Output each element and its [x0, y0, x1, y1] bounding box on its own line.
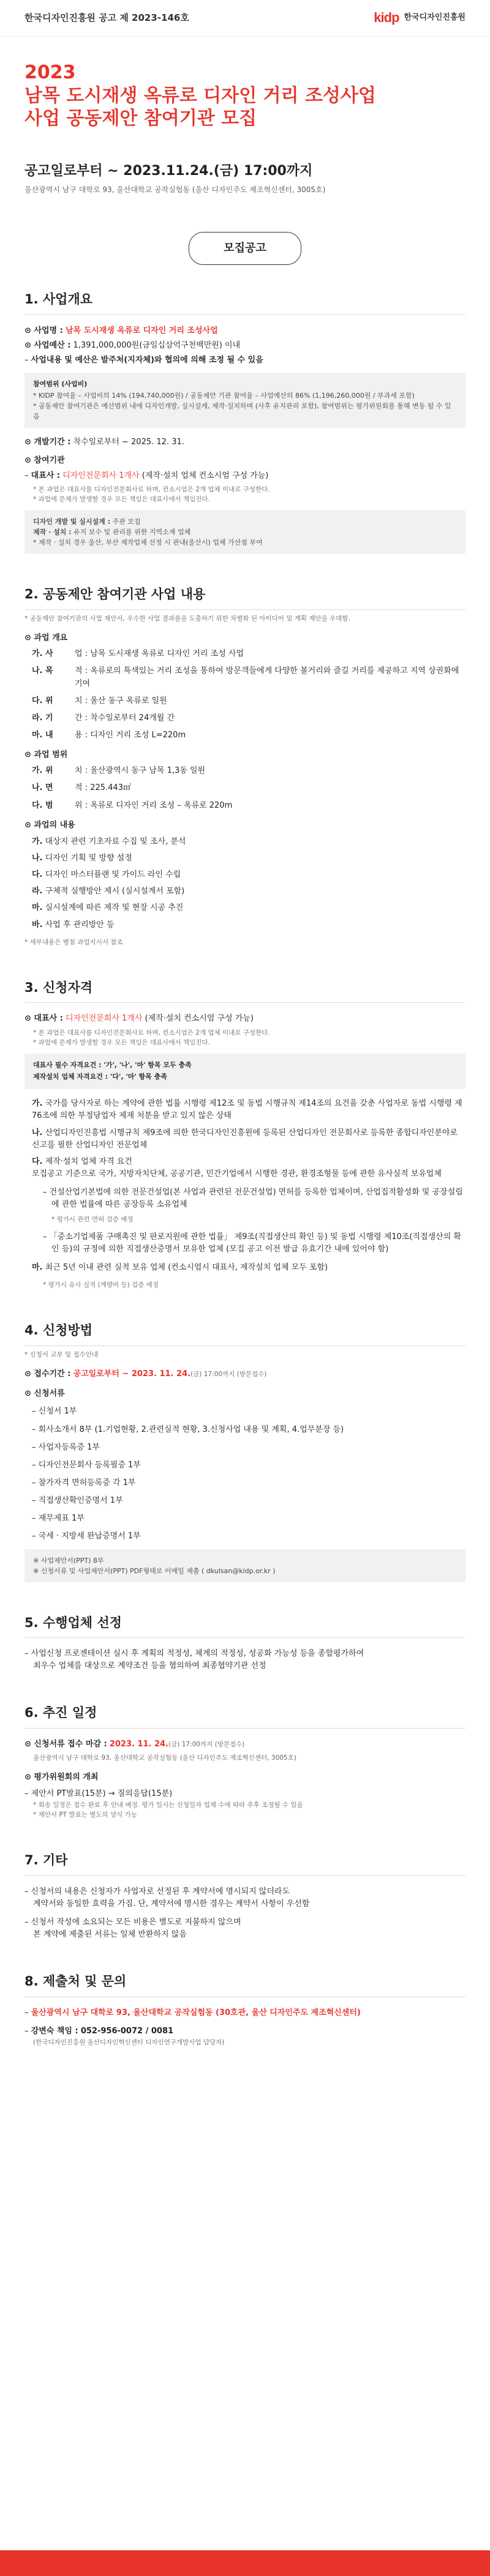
period-address: 울산광역시 남구 대학로 93, 울산대학교 공작실험동 (울산 디자인주도 제조혁신센터, 3005호)	[24, 185, 326, 194]
item-value: 적 : 225.443㎡	[75, 783, 131, 793]
item-value: 위 : 옥류로 디자인 거리 조성 – 옥류로 220m	[75, 800, 233, 810]
section-contact: 8. 제출처 및 문의 – 울산광역시 남구 대학로 93, 울산대학교 공작실험동 (30호관, 울산 디자인주도 제조혁신센터) – 강변숙 책임 : 052-956-0072 / 0081 (한국디자인진흥원 울산디자인혁신센터 디자인연구개발사업 담당자)	[0, 1971, 490, 2047]
doc-item: – 디자인전문회사 등록필증 1부	[32, 1459, 466, 1472]
item-value: 치 : 울산 동구 옥류로 일원	[75, 696, 167, 705]
list-item: 나. 디자인 기획 및 방향 설정	[32, 853, 132, 863]
doc-item: – 참가자격 면허등록증 각 1부	[32, 1477, 466, 1489]
org-box: 디자인 개발 및 실시설계 : 주관 모집 제작 · 설치 : 유지 보수 및 관리를 위한 지역소재 업체 * 제작 · 설치 경우 울산, 부산 제작업체 선정 시 관내(울산시) 업체 가산점 부여	[24, 510, 466, 554]
doc-item: – 국세 · 지방세 완납증명서 1부	[32, 1530, 466, 1543]
list-item: 가. 대상지 관련 기초자료 수집 및 조사, 분석	[32, 836, 186, 846]
section-overview: 1. 사업개요 ⊙ 사업명 : 남목 도시재생 옥류로 디자인 거리 조성사업 ⊙ 사업예산 : 1,391,000,000원(금일십삼억구천백만원) 이내 – 사업내용 및 예산은 발주처(지자체)와 협의에 의해 조정 될 수 있음 참여범위 (사업비) * KIDP 참여율 – 사업비의 14% (194,740,000원) / 공동제안 기관 참여율 – 사업예산의 86% (1,196,260,000원 / 부과세 포함) * 공동제안 참여기관은 예산범위 내에 디자인개발, 실시설계, 제작·설치하며 (사후 유지관리 포함), 참여범위는 평가위원회를 통해 변동 될 수 있음 ⊙ 개발기간 : 착수일로부터 ~ 2025. 12. 31. ⊙ 참여기관 – 대표사 : 디자인전문회사 1개사 (제작·설치 업체 컨소시엄 구성 가능) * 본 과업은 대표사를 디자인전문회사로 하며, 컨소시엄은 2개 업체 이내로 구성한다. * 과업에 문제가 발생할 경우 모든 책임은 대표사에서 책임진다. 디자인 개발 및 실시설계 : 주관 모집 제작 · 설치 : 유지 보수 및 관리를 위한 지역소재 업체 * 제작 · 설치 경우 울산, 부산 제작업체 선정 시 관내(울산시) 업체 가산점 부여	[0, 289, 490, 554]
hero	[0, 37, 490, 149]
list-item: 다. 디자인 마스터플랜 및 가이드 라인 수립	[32, 870, 181, 880]
item-value: 업 : 남목 도시재생 옥류로 디자인 거리 조성 사업	[75, 649, 244, 659]
period-text: 공고일로부터 ~ 2023.11.24.(금) 17:00까지	[24, 163, 313, 179]
section-eligibility: 3. 신청자격 ⊙ 대표사 : 디자인전문회사 1개사 (제작·설치 컨소시엄 구성 가능) * 본 과업은 대표사를 디자인전문회사로 하며, 컨소시엄은 2개 업체 이내로 구성한다. * 과업에 문제가 발생할 경우 모든 책임은 대표사에서 책임진다. 대표사 필수 자격요건 : '가', '나', '마' 항목 모두 충족 제작설치 업체 자격요건 : '다', '마' 항목 충족 가. 국가를 당사자로 하는 계약에 관한 법률 시행령 제12조 및 동법 시행규칙 제14조의 요건을 갖춘 사업자로 동법 시행령 제76조에 의한 부정당업자 제재 처분을 받고 있지 않은 상태 나. 산업디자인진흥법 시행규칙 제9조에 의한 한국디자인진흥원에 등록된 산업디자인 전문회사로 등록한 종합디자인분야로 신고를 필한 산업디자인 전문업체 다. 제작·설치 업체 자격 요건 모집공고 기준으로 국가, 지방자치단체, 공공기관, 민간기업에서 시행한 경관, 환경조형물 등에 관한 유사실적 보유업체 – 건설산업기본법에 의한 전문건설업(본 사업과 관련된 전문건설업) 면허를 등록한 업체이며, 산업집적활성화 및 공장설립에 관한 법률에 따른 공장등록 소유업체 * 평가시 관련 면허 검증 예정 – 「중소기업제품 구매촉진 및 판로지원에 관한 법률」 제9조(직접생산의 확인 등) 및 동법 시행령 제10조(직접생산의 확인 등)의 규정에 의한 직접생산증명서 보유한 업체 (모집 공고 이전 발급 유효기간 내에 있어야 함) 마. 최근 5년 이내 관련 실적 보유 업체 (컨소시엄시 대표사, 제작설치 업체 모두 포함) * 평가시 유사 실적 (계량비 등) 검증 예정	[0, 978, 490, 1290]
eligibility-box: 대표사 필수 자격요건 : '가', '나', '마' 항목 모두 충족 제작설치 업체 자격요건 : '다', '마' 항목 충족	[24, 1054, 466, 1089]
section-application: 4. 신청방법 * 신청서 교부 및 접수안내 ⊙ 접수기간 : 공고일로부터 ~ 2023. 11. 24.(금) 17:00까지 (방문접수) ⊙ 신청서류 – 신청서 1부 – 회사소개서 8부 (1.기업현황, 2.관련실적 현황, 3.신청사업 내용 및 계획, 4.업무분장 등) – 사업자등록증 1부 – 디자인전문회사 등록필증 1부 – 참가자격 면허등록증 각 1부 – 직접생산확인증명서 1부 – 재무제표 1부 – 국세 · 지방세 완납증명서 1부 ※ 사업제안서(PPT) 8부 ※ 신청서류 및 사업제안서(PPT) PDF형태로 이메일 제출 ( dkulsan@kidp.or.kr )	[0, 1320, 490, 1582]
section-title: 7. 기타	[24, 1850, 466, 1876]
item-key: 라. 기	[32, 713, 53, 723]
item-value: 적 : 옥류로의 특색있는 거리 조성을 통하여 방문객들에게 다양한 볼거리와 즐길 거리를 제공하고 지역 상권화에 기여	[75, 666, 459, 688]
section-title: 4. 신청방법	[24, 1320, 466, 1346]
item-key: 가. 위	[32, 766, 53, 776]
section-title: 6. 추진 일정	[24, 1703, 466, 1729]
section-title: 1. 사업개요	[24, 289, 466, 315]
doc-item: – 회사소개서 8부 (1.기업현황, 2.관련실적 현황, 3.신청사업 내용 및 계획, 4.업무분장 등)	[32, 1424, 466, 1436]
submit-box: ※ 사업제안서(PPT) 8부 ※ 신청서류 및 사업제안서(PPT) PDF형태로 이메일 제출 ( dkulsan@kidp.or.kr )	[24, 1549, 466, 1582]
list-item: 다. 제작·설치 업체 자격 요건 모집공고 기준으로 국가, 지방자치단체, 공공기관, 민간기업에서 시행한 경관, 환경조형물 등에 관한 유사실적 보유업체	[32, 1156, 442, 1178]
list-item: 라. 구체적 실행방안 제시 (실시설계서 포함)	[32, 887, 185, 896]
list-item: 가. 국가를 당사자로 하는 계약에 관한 법률 시행령 제12조 및 동법 시행규칙 제14조의 요건을 갖춘 사업자로 동법 시행령 제76조에 의한 부정당업자 제재 처분을 받고 있지 않은 상태	[32, 1099, 462, 1121]
section-selection: 5. 수행업체 선정 – 사업신청 프로젠테이션 실시 후 계획의 적정성, 체계의 적정성, 성공화 가능성 등을 종합평가하여 최우수 업체를 대상으로 계약조건 등을 협의하여 최종협약기관 선정	[0, 1613, 490, 1673]
section-title: 5. 수행업체 선정	[24, 1613, 466, 1639]
list-item: 나. 산업디자인진흥법 시행규칙 제9조에 의한 한국디자인진흥원에 등록된 산업디자인 전문회사로 등록한 종합디자인분야로 신고를 필한 산업디자인 전문업체	[32, 1128, 458, 1150]
item-key: 나. 목	[32, 666, 53, 676]
item-key: 다. 위	[32, 696, 53, 705]
item-value: 치 : 울산광역시 동구 남목 1,3동 일원	[75, 766, 206, 776]
doc-item: – 직접생산확인증명서 1부	[32, 1495, 466, 1507]
item-key: 다. 범	[32, 800, 53, 810]
page-title: 2023 남목 도시재생 옥류로 디자인 거리 조성사업 사업 공동제안 참여기관 모집	[24, 62, 376, 129]
page-header	[0, 0, 490, 37]
item-key: 나. 면	[32, 783, 53, 793]
section-other: 7. 기타 – 신청서의 내용은 신청자가 사업자로 선정된 후 계약서에 명시되지 않더라도 계약서와 동일한 효력을 가짐. 단, 계약서에 명시한 경우는 계약서 사항이 우선함 – 신청서 작성에 소요되는 모든 비용은 별도로 지불하지 않으며 본 계약에 제출된 서류는 일체 반환하지 않음	[0, 1850, 490, 1941]
list-item: 바. 사업 후 관리방안 등	[32, 920, 115, 929]
logo-org: 한국디자인진흥원	[404, 13, 466, 23]
recruit-notice-pill: 모집공고	[189, 232, 301, 265]
item-value: 간 : 착수일로부터 24개월 간	[75, 713, 175, 723]
section-schedule: 6. 추진 일정 ⊙ 신청서류 접수 마감 : 2023. 11. 24.(금) 17:00까지 (방문접수) 울산광역시 남구 대학로 93, 울산대학교 공작실험동 (울산 디자인주도 제조혁신센터, 3005호) ⊙ 평가위원회의 개최 – 제안서 PT발표(15분) → 질의응답(15분) * 회송 일정은 접수 완료 후 안내 예정. 평가 일시는 신청일자 업체 수에 따라 추후 조정될 수 있음 * 제안서 PT 발표는 별도의 양식 가능	[0, 1703, 490, 1820]
budget-box: 참여범위 (사업비) * KIDP 참여율 – 사업비의 14% (194,740,000원) / 공동제안 기관 참여율 – 사업예산의 86% (1,196,260,000원 / 부과세 포함) * 공동제안 참여기관은 예산범위 내에 디자인개발, 실시설계, 제작·설치하며 (사후 유지관리 포함), 참여범위는 평가위원회를 통해 변동 될 수 있음	[24, 373, 466, 428]
logo-mark: kidp	[374, 10, 399, 26]
item-key: 가. 사	[32, 649, 53, 659]
section-title: 3. 신청자격	[24, 978, 466, 1003]
list-item: 마. 실시설계에 따른 제작 및 현장 시공 추진	[32, 903, 184, 913]
doc-item: – 신청서 1부	[32, 1405, 466, 1418]
section-title: 2. 공동제안 참여기관 사업 내용	[24, 584, 466, 610]
footer-bar	[0, 2550, 490, 2576]
item-value: 용 : 디자인 거리 조성 L=220m	[75, 730, 186, 740]
section-title: 8. 제출처 및 문의	[24, 1971, 466, 1997]
notice-number: 한국디자인진흥원 공고 제 2023-146호	[24, 12, 189, 23]
doc-item: – 재무제표 1부	[32, 1513, 466, 1525]
recruit-period	[0, 149, 490, 202]
doc-item: – 사업자등록증 1부	[32, 1442, 466, 1454]
kidp-logo	[374, 7, 466, 28]
item-key: 마. 내	[32, 730, 53, 740]
section-proposal: 2. 공동제안 참여기관 사업 내용 * 공동제안 참여기관의 사업 제안서, 우수한 사업 결과물을 도출하기 위한 차별화 된 아이디어 및 계획 제안을 우대함. ⊙ 과업 개요 가. 사 업 : 남목 도시재생 옥류로 디자인 거리 조성 사업 나. 목 적 : 옥류로의 특색있는 거리 조성을 통하여 방문객들에게 다양한 볼거리와 즐길 거리를 제공하고 지역 상권화에 기여 다. 위 치 : 울산 동구 옥류로 일원 라. 기 간 : 착수일로부터 24개월 간 마. 내 용 : 디자인 거리 조성 L=220m ⊙ 과업 범위 가. 위 치 : 울산광역시 동구 남목 1,3동 일원 나. 면 적 : 225.443㎡ 다. 범 위 : 옥류로 디자인 거리 조성 – 옥류로 220m ⊙ 과업의 내용 가. 대상지 관련 기초자료 수집 및 조사, 분석 나. 디자인 기획 및 방향 설정 다. 디자인 마스터플랜 및 가이드 라인 수립 라. 구체적 실행방안 제시 (실시설계서 포함) 마. 실시설계에 따른 제작 및 현장 시공 추진 바. 사업 후 관리방안 등 * 세부내용은 별첨 과업지시서 참조	[0, 584, 490, 947]
